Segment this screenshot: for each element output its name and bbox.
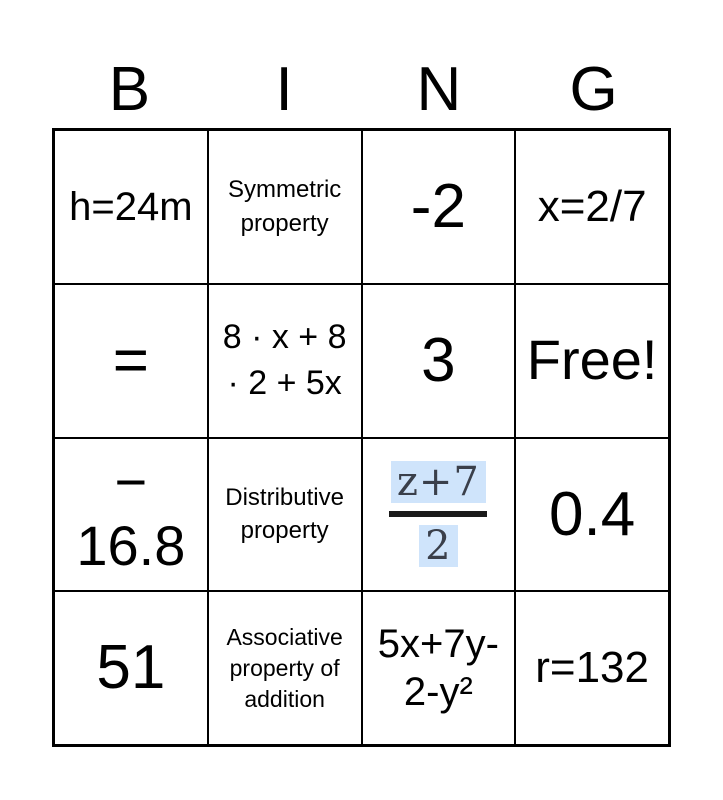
cell-text: Free! <box>526 328 658 392</box>
cell-text: x=2/7 <box>537 181 647 231</box>
cell-text: Distributive property <box>225 483 344 545</box>
cell-text: 51 <box>96 633 166 703</box>
bingo-cell-equals <box>54 284 208 438</box>
cell-text: Symmetric property <box>227 176 342 237</box>
fraction-denominator: 2 <box>419 525 457 567</box>
bingo-cell-0-4 <box>515 438 669 592</box>
bingo-cell-neg16-8 <box>54 438 208 592</box>
fraction-image <box>389 459 487 570</box>
bingo-cell-51 <box>54 591 208 745</box>
bingo-cell-free <box>515 284 669 438</box>
fraction-bar <box>389 511 487 517</box>
cell-text: = <box>112 325 149 395</box>
bingo-cell-h24m <box>54 130 208 284</box>
bingo-cell-3 <box>362 284 516 438</box>
bingo-cell-neg2 <box>362 130 516 284</box>
header-letter-n: N <box>416 55 462 124</box>
header-letter-i: I <box>275 55 293 124</box>
cell-text: − 16.8 <box>76 449 186 578</box>
cell-text: -2 <box>410 172 466 242</box>
cell-text: 0.4 <box>549 479 636 549</box>
bingo-cell-associative-property <box>208 591 362 745</box>
cell-text: r=132 <box>535 642 649 692</box>
bingo-cell-symmetric-property <box>208 130 362 284</box>
fraction-numerator: z+7 <box>391 461 486 503</box>
bingo-cell-fraction <box>362 438 516 592</box>
header-letter-b: B <box>108 55 151 124</box>
cell-text: 8 · x + 8 · 2 + 5x <box>222 317 347 402</box>
cell-text: Associative property of addition <box>226 623 343 712</box>
bingo-cell-r-132 <box>515 591 669 745</box>
cell-text: 5x+7y-2-y² <box>377 622 499 715</box>
bingo-cell-x-2-7 <box>515 130 669 284</box>
bingo-board <box>52 128 671 747</box>
bingo-cell-polynomial <box>362 591 516 745</box>
cell-text: h=24m <box>69 184 193 229</box>
bingo-header <box>52 52 671 128</box>
header-letter-g: G <box>569 55 618 124</box>
cell-text: 3 <box>421 325 456 395</box>
bingo-cell-distributive-property <box>208 438 362 592</box>
bingo-cell-expression <box>208 284 362 438</box>
